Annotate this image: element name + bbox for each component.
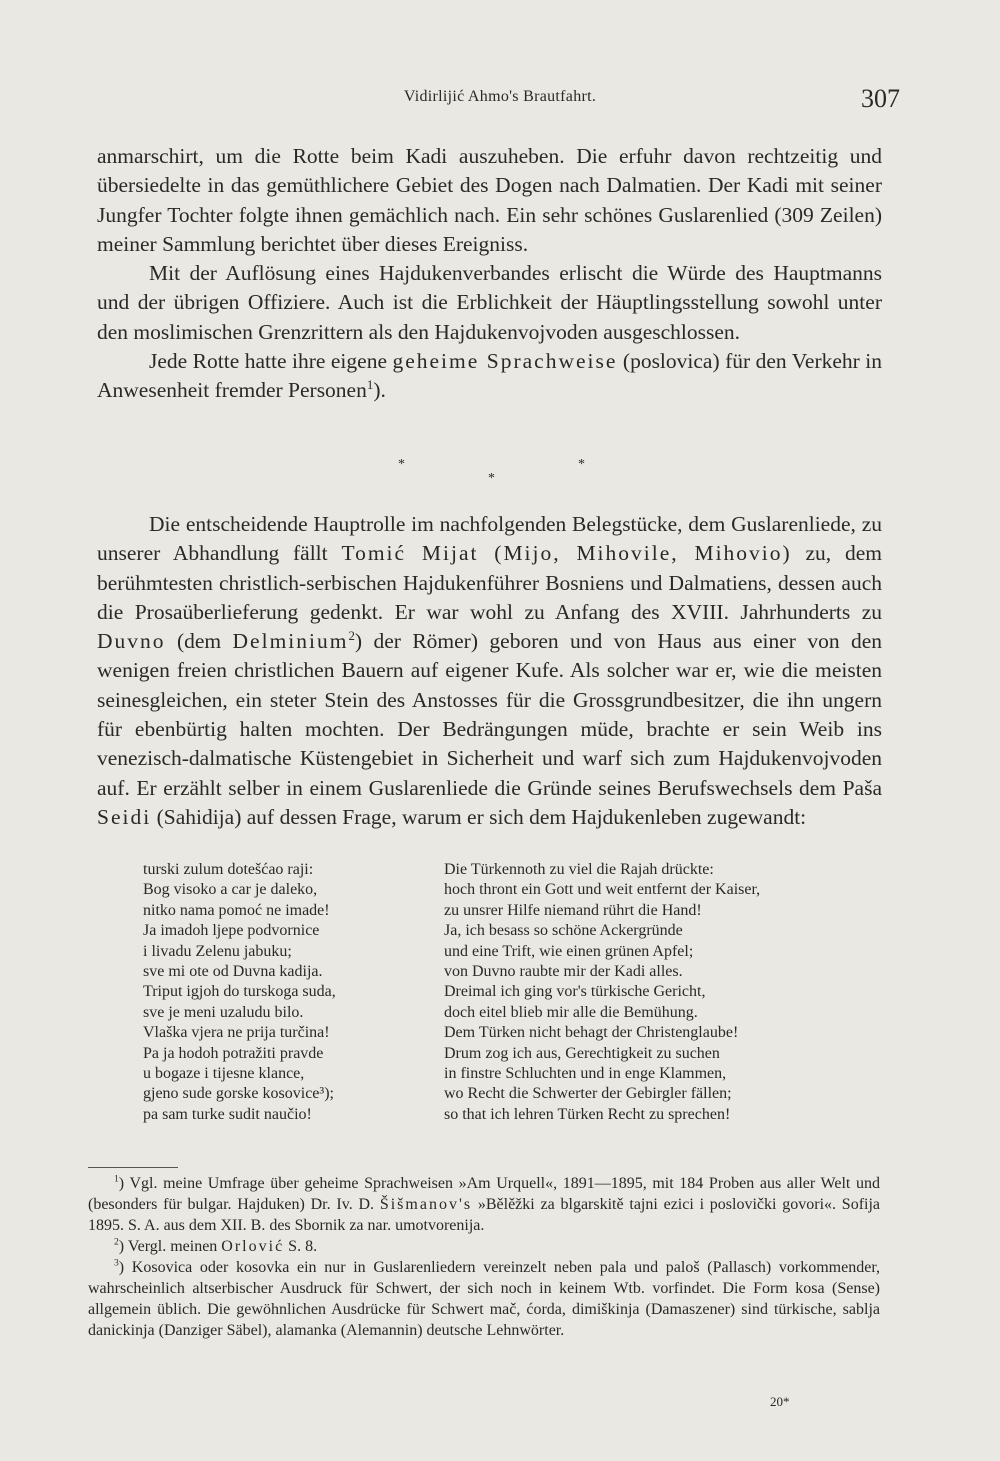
- footnote-1-author: Šišmanov's: [379, 1196, 473, 1213]
- footnote-2-text-c: S. 8.: [288, 1238, 318, 1255]
- paragraph-4-text-g: ) der Römer) geboren und von Haus aus einer von den wenigen freien christlichen Bauern auf eigener Kufe. Als solcher war er, wie die meisten seinesgleichen, ein steter Stein des Anstosses für die Grossgrundbesitzer, die ihn ungern für ebenbürtig halten mochten. Der Bedrängungen müde, brachte er sein Weib ins venezisch-dalmatische Küstengebiet in Sicherheit und warf sich zum Hajdukenvojvoden auf. Er erzählt selber in einem Guslarenliede die Gründe seines Berufswechsels dem Paša: [97, 629, 883, 800]
- printer-signature: 20*: [770, 1394, 790, 1409]
- poem-line: sve je meni uzaludu bilo.: [143, 1003, 304, 1021]
- poem-line: Die Türkennoth zu viel die Rajah drückte:: [444, 861, 714, 878]
- poem-line: Ja imadoh ljepe podvornice: [143, 922, 320, 940]
- running-head: Vidirlijić Ahmo's Brautfahrt.: [403, 88, 597, 105]
- poem-line: zu unsrer Hilfe niemand rührt die Hand!: [444, 901, 702, 919]
- paragraph-3-text-c: (poslovica) für den Verkehr in Anwesenheit fremder Personen: [97, 349, 883, 403]
- paragraph-3-emphasis: geheime Sprachweise: [392, 349, 618, 374]
- paragraph-4-name-seidi: Seidi: [97, 804, 152, 829]
- asterisk-3: *: [578, 457, 585, 472]
- asterisk-1: *: [398, 457, 405, 472]
- poem-line: sve mi ote od Duvna kadija.: [143, 963, 323, 981]
- paragraph-4-name-mijat: Tomić Mijat (Mijo, Mihovile, Mihovio): [341, 541, 792, 566]
- poem-line: so that ich lehren Türken Recht zu sprechen!: [444, 1105, 731, 1123]
- footnote-2: [88, 1236, 880, 1257]
- footnote-1-text-a: ) Vgl. meine Umfrage über geheime Sprachweisen »Am Urquell«, 1891—1895, mit 184 Proben aus aller Welt und (besonders für bulgar. Hajduken) Dr. Iv. D.: [88, 1175, 880, 1213]
- footnote-divider: [88, 1167, 178, 1168]
- poem-line: nitko nama pomoć ne imade!: [143, 901, 330, 919]
- poem-line: Bog visoko a car je daleko,: [143, 881, 318, 899]
- body-text-lower: [97, 510, 882, 832]
- poem-line: wo Recht die Schwerter der Gebirgler fällen;: [444, 1085, 732, 1103]
- footnote-3-text: ) Kosovica oder kosovka ein nur in Guslarenliedern vereinzelt neben pala und paloš (Pallasch) vorkommender, wahrscheinlich altserbischer Ausdruck für Schwert, der sich noch in keinem Wtb. vorfindet. Die Form kosa (Sense) allgemein üblich. Die gewöhnlichen Ausdrücke für Schwert mač, ćorda, dimiškinja (Damaszener) sind türkische, sablja danickinja (Danziger Säbel), alamanka (Alemannin) deutsche Lehnwörter.: [88, 1259, 880, 1339]
- paragraph-4-text-e: (dem: [176, 629, 222, 654]
- paragraph-3-text-d: ).: [373, 378, 386, 403]
- poem-line: Triput igjoh do turskoga suda,: [143, 983, 336, 1001]
- footnote-1-text-c: »Bělěžki za blgarskitě tajni ezici i poslovički govori«. Sofija 1895. S. A. aus dem XII. B. des Sbornik za nar. umotvorenija.: [88, 1196, 881, 1234]
- footnote-2-work: Orlović: [221, 1238, 285, 1255]
- paragraph-4: [97, 510, 882, 832]
- asterisk-2: *: [488, 471, 495, 486]
- poem-line: Drum zog ich aus, Gerechtigkeit zu suchen: [444, 1044, 720, 1062]
- paragraph-4-name-duvno: Duvno: [97, 629, 166, 654]
- poem-line: turski zulum dotešćao raji:: [143, 861, 314, 878]
- paragraph-4-text-c: zu, dem berühmtesten christlich-serbischen Hajdukenführer Bosniens und Dalmatiens, dessen auch die Prosaüberlieferung gedenkt. Er war wohl zu Anfang des XVIII. Jahrhunderts zu: [97, 541, 882, 624]
- footnote-3: [88, 1257, 880, 1341]
- footnote-mark: 3: [114, 1257, 119, 1269]
- footnote-ref-2: 2: [348, 629, 355, 644]
- poem-line: pa sam turke sudit naučio!: [143, 1105, 312, 1123]
- footnote-2-text-a: ) Vergl. meinen: [118, 1238, 218, 1255]
- page-number: 307: [861, 84, 900, 113]
- poem-line: hoch thront ein Gott und weit entfernt der Kaiser,: [444, 881, 761, 899]
- poem-line: Dreimal ich ging vor's türkische Gericht,: [444, 983, 706, 1001]
- poem-line: Dem Türken nicht behagt der Christenglaube!: [444, 1024, 739, 1042]
- paragraph-4-text-a: Die entscheidende Hauptrolle im nachfolgenden Belegstücke, dem Guslarenliede, zu unserer Abhandlung fällt: [97, 512, 882, 566]
- footnote-1: [88, 1173, 880, 1236]
- paragraph-2: Mit der Auflösung eines Hajdukenverbandes erlischt die Würde des Hauptmanns und der übrigen Offiziere. Auch ist die Erblichkeit der Häuptlingsstellung sowohl unter den moslimischen Grenzrittern als den Hajdukenvojvoden ausgeschlossen.: [97, 261, 882, 344]
- poem-original-serbian: [143, 860, 336, 1125]
- poem-line: in finstre Schluchten und in enge Klammen,: [444, 1065, 727, 1083]
- footnotes: [88, 1173, 880, 1341]
- body-text-upper: [97, 142, 882, 406]
- poem-line: gjeno sude gorske kosovice³);: [143, 1085, 334, 1103]
- poem-line: doch eitel blieb mir alle die Bemühung.: [444, 1003, 698, 1021]
- section-separator: [390, 455, 590, 495]
- paragraph-4-text-i: (Sahidija) auf dessen Frage, warum er sich dem Hajdukenleben zugewandt:: [156, 804, 807, 829]
- paragraph-3-text-a: Jede Rotte hatte ihre eigene: [149, 349, 387, 374]
- poem-line: und eine Trift, wie einen grünen Apfel;: [444, 942, 694, 960]
- poem-line: i livadu Zelenu jabuku;: [143, 942, 292, 960]
- footnote-ref-1: 1: [366, 378, 374, 393]
- footnote-mark: 1: [114, 1173, 119, 1185]
- poem-line: u bogaze i tijesne klance,: [143, 1065, 305, 1083]
- poem-line: von Duvno raubte mir der Kadi alles.: [444, 963, 683, 981]
- poem-line: Vlaška vjera ne prija turčina!: [143, 1024, 330, 1042]
- paragraph-3: [97, 347, 882, 406]
- paragraph-4-name-delminium: Delminium: [232, 629, 349, 654]
- footnote-mark: 2: [114, 1236, 119, 1248]
- poem-line: Pa ja hodoh potražiti pravde: [143, 1044, 324, 1062]
- poem-line: Ja, ich besass so schöne Ackergründe: [444, 922, 683, 940]
- poem-translation-german: [444, 860, 760, 1125]
- paragraph-1: anmarschirt, um die Rotte beim Kadi auszuheben. Die erfuhr davon rechtzeitig und übersiedelte in das gemüthlichere Gebiet des Dogen nach Dalmatien. Der Kadi mit seiner Jungfer Tochter folgte ihnen gemächlich nach. Ein sehr schönes Guslarenlied (309 Zeilen) meiner Sammlung berichtet über dieses Ereigniss.: [97, 144, 882, 256]
